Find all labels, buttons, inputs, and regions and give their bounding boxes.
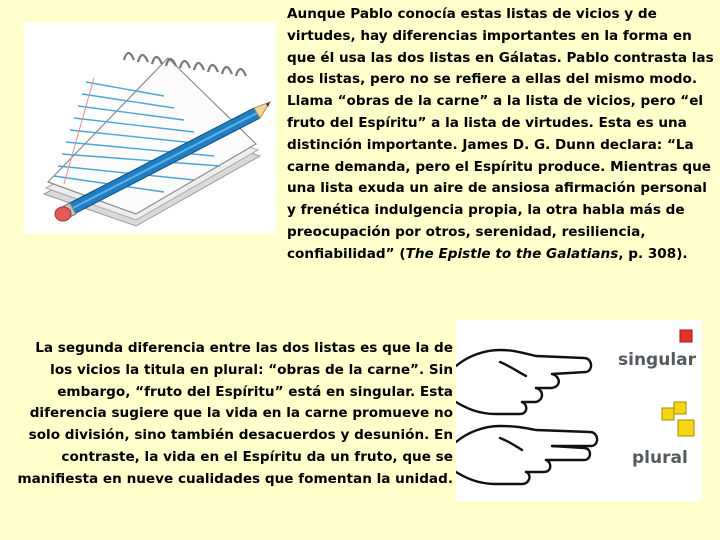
plural-squares [662, 402, 694, 436]
top-paragraph-citation: , p. 308). [618, 245, 688, 262]
top-paragraph [287, 4, 715, 266]
book-title: The Epistle to the Galatians [405, 245, 619, 262]
singular-label: singular [618, 350, 697, 370]
singular-square [680, 330, 692, 342]
pointing-hand-icon [456, 426, 597, 484]
bottom-paragraph-text: La segunda diferencia entre las dos listas es que la de los vicios la titula en plural: “obras de la carne”. Sin embargo, “fruto del Espíritu” está en singular. Esta diferencia sugiere que la vida en la carne promueve no solo división, sino también desacuerdos y desunión. En contraste, la vida en el Espíritu da un fruto, que se manifiesta en nueve cualidades que fomentan la unidad. [17, 340, 453, 487]
notepad-with-pencil-icon [24, 22, 276, 234]
bottom-paragraph [12, 338, 453, 491]
singular-plural-illustration [456, 320, 702, 501]
top-paragraph-text: Aunque Pablo conocía estas listas de vicios y de virtudes, hay diferencias importantes en la forma en que él usa las dos listas en Gálatas. Pablo contrasta las dos listas, pero no se refiere a ellas del mismo modo. Llama “obras de la carne” a la lista de vicios, pero “el fruto del Espíritu” a la lista de virtudes. Esta es una distinción importante. James D. G. Dunn declara: “La carne demanda, pero el Espíritu produce. Mientras que una lista exuda un aire de ansiosa afirmación personal y frenética indulgencia propia, la otra habla más de preocupación por otros, serenidad, resiliencia, confiabilidad” ( [287, 6, 714, 262]
plural-label: plural [632, 448, 688, 468]
pointing-hand-icon [456, 350, 591, 414]
